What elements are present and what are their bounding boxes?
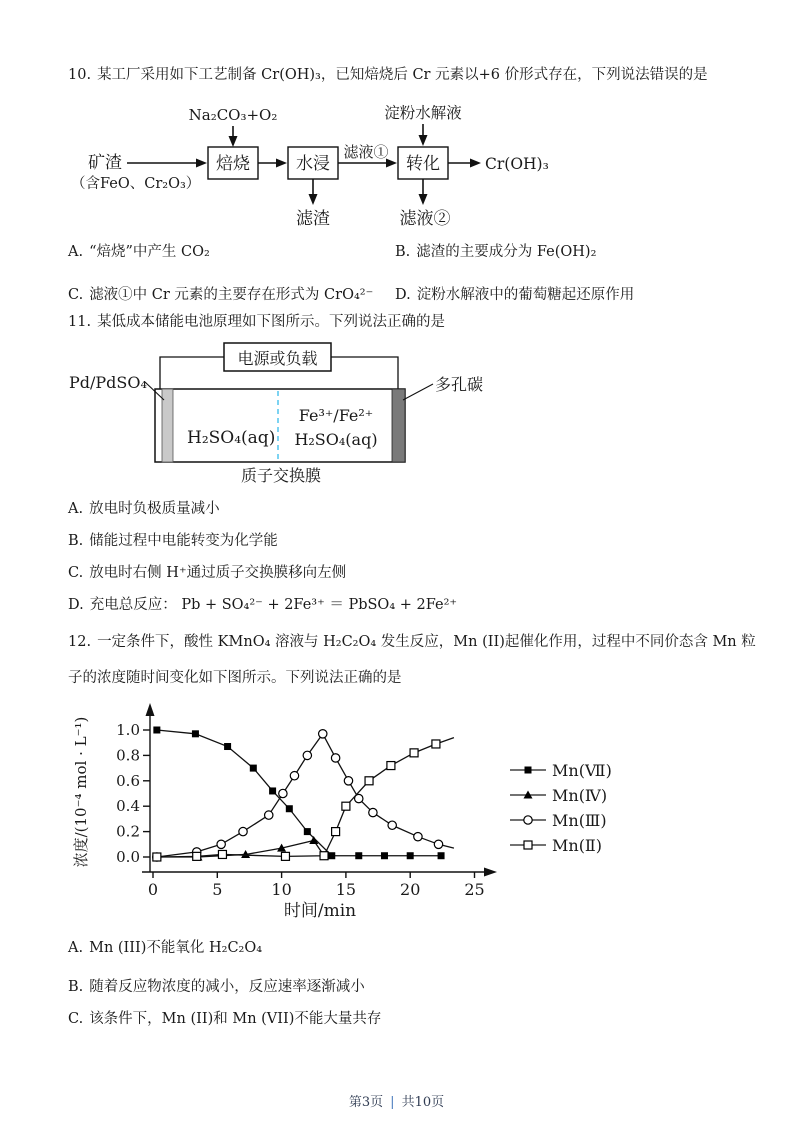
battery-membrane-label: 质子交换膜 xyxy=(240,466,322,485)
chart-xlabel: 时间/min xyxy=(283,901,357,921)
q10-option-b-text: 滤渣的主要成分为 Fe(OH)₂ xyxy=(416,244,597,260)
y-tick-label: 0.2 xyxy=(116,822,140,841)
q11-number: 11. xyxy=(68,314,92,330)
x-tick-label: 0 xyxy=(147,880,159,899)
q11-battery-diagram xyxy=(65,340,515,488)
chart-ylabel: 浓度/(10⁻⁴ mol · L⁻¹) xyxy=(72,716,90,868)
footer-separator: | xyxy=(390,1095,395,1110)
q10-option-a-label: A. xyxy=(68,244,84,260)
q10-stem xyxy=(68,66,708,86)
x-tick-label: 20 xyxy=(400,880,421,899)
y-tick-label: 0.0 xyxy=(116,848,140,866)
page-footer xyxy=(0,1091,793,1110)
battery-left-solution-label: H₂SO₄(aq) xyxy=(187,428,276,448)
legend-label: Mn(Ⅱ) xyxy=(552,836,603,855)
q11-option-d-label: D. xyxy=(68,597,84,613)
flow-residue-label: 滤渣 xyxy=(296,209,330,229)
legend-label: Mn(Ⅳ) xyxy=(552,786,608,805)
q11-option-b-label: B. xyxy=(68,533,84,549)
chart-series-Mn(Ⅶ) xyxy=(153,727,444,860)
q12-option-c-text: 该条件下，Mn (II)和 Mn (VII)不能大量共存 xyxy=(89,1011,382,1027)
q11-option-a-text: 放电时负极质量减小 xyxy=(89,501,220,517)
q10-option-d-label: D. xyxy=(395,287,411,303)
q11-option-c-text: 放电时右侧 H⁺通过质子交换膜移向左侧 xyxy=(89,565,347,581)
q12-option-b-label: B. xyxy=(68,979,84,995)
q12-option-c-label: C. xyxy=(68,1011,84,1027)
q10-option-a xyxy=(68,240,210,261)
footer-page-number: 第3页 xyxy=(348,1095,384,1110)
q11-option-d-text: 充电总反应： Pb + SO₄²⁻ + 2Fe³⁺ ＝ PbSO₄ + 2Fe²⁺ xyxy=(89,597,458,613)
q11-option-a xyxy=(68,497,220,518)
q12-option-a xyxy=(68,936,262,957)
q11-option-b-text: 储能过程中电能转变为化学能 xyxy=(89,533,278,549)
q10-option-c xyxy=(68,283,373,304)
y-tick-label: 0.8 xyxy=(116,746,140,765)
legend-label: Mn(Ⅲ) xyxy=(552,811,607,830)
footer-total-pages: 共10页 xyxy=(401,1095,445,1110)
battery-right-solution-label: H₂SO₄(aq) xyxy=(294,430,378,449)
chart-legend xyxy=(510,761,612,855)
q10-option-b-label: B. xyxy=(395,244,411,260)
flow-box-roast-label: 焙烧 xyxy=(216,154,250,174)
q11-option-c xyxy=(68,561,346,582)
q10-number: 10. xyxy=(68,67,92,83)
q12-stem-text1: 一定条件下，酸性 KMnO₄ 溶液与 H₂C₂O₄ 发生反应，Mn (II)起催化作用，过程中不同价态含 Mn 粒 xyxy=(97,634,756,650)
q11-stem-text: 某低成本储能电池原理如下图所示。下列说法正确的是 xyxy=(97,314,446,330)
battery-cell-box xyxy=(155,389,405,462)
battery-right-solution-couple: Fe³⁺/Fe²⁺ xyxy=(298,406,374,425)
q12-option-b xyxy=(68,975,365,996)
concentration-chart xyxy=(70,700,670,922)
q12-option-b-text: 随着反应物浓度的减小，反应速率逐渐减小 xyxy=(89,979,365,995)
q10-flow-diagram xyxy=(65,100,565,235)
q12-stem-text2: 子的浓度随时间变化如下图所示。下列说法正确的是 xyxy=(68,670,402,686)
legend-label: Mn(Ⅶ) xyxy=(552,761,612,780)
q10-option-a-text: “焙烧”中产生 CO₂ xyxy=(89,244,210,260)
x-tick-label: 25 xyxy=(464,880,485,899)
q12-stem-line2 xyxy=(68,669,402,689)
q12-number: 12. xyxy=(68,634,92,650)
flow-filtrate1-label: 滤液① xyxy=(343,143,389,161)
battery-left-electrode-label: Pd/PdSO₄ xyxy=(69,373,147,392)
battery-source-label: 电源或负载 xyxy=(237,349,318,368)
flow-output-label: Cr(OH)₃ xyxy=(485,155,549,173)
battery-right-callout-line xyxy=(403,384,433,400)
x-tick-label: 15 xyxy=(335,880,357,899)
q11-option-a-label: A. xyxy=(68,501,84,517)
y-tick-label: 1.0 xyxy=(116,721,140,739)
x-tick-label: 5 xyxy=(212,880,223,899)
q10-option-b xyxy=(395,240,596,261)
q12-option-c xyxy=(68,1007,381,1028)
y-tick-label: 0.4 xyxy=(116,797,140,816)
q10-stem-text: 某工厂采用如下工艺制备 Cr(OH)₃，已知焙烧后 Cr 元素以+6 价形式存在，下列说法错误的是 xyxy=(97,67,708,83)
q10-option-c-label: C. xyxy=(68,287,84,303)
flow-box-convert-label: 转化 xyxy=(406,154,440,174)
x-tick-label: 10 xyxy=(271,880,292,899)
q10-option-d xyxy=(395,283,634,304)
q10-option-d-text: 淀粉水解液中的葡萄糖起还原作用 xyxy=(416,287,635,303)
flow-input-label: 矿渣 xyxy=(88,153,122,173)
q12-option-a-text: Mn (III)不能氧化 H₂C₂O₄ xyxy=(89,940,263,956)
flow-reagent1-label: Na₂CO₃+O₂ xyxy=(188,106,278,124)
q12-option-a-label: A. xyxy=(68,940,84,956)
flow-filtrate2-label: 滤液② xyxy=(399,209,451,229)
q11-option-c-label: C. xyxy=(68,565,84,581)
y-tick-label: 0.6 xyxy=(116,771,140,790)
series-line xyxy=(157,730,441,856)
battery-right-electrode-label: 多孔碳 xyxy=(435,375,484,394)
q12-stem-line1 xyxy=(68,633,756,653)
q10-option-c-text: 滤液①中 Cr 元素的主要存在形式为 CrO₄²⁻ xyxy=(89,287,374,303)
q11-stem xyxy=(68,313,445,333)
q11-option-d xyxy=(68,593,457,614)
flow-box-leach-label: 水浸 xyxy=(296,154,330,174)
chart-series-Mn(Ⅲ) xyxy=(153,730,454,862)
q11-option-b xyxy=(68,529,278,550)
flow-reagent2-label: 淀粉水解液 xyxy=(384,104,462,122)
flow-input-note: （含FeO、Cr₂O₃） xyxy=(71,176,201,192)
